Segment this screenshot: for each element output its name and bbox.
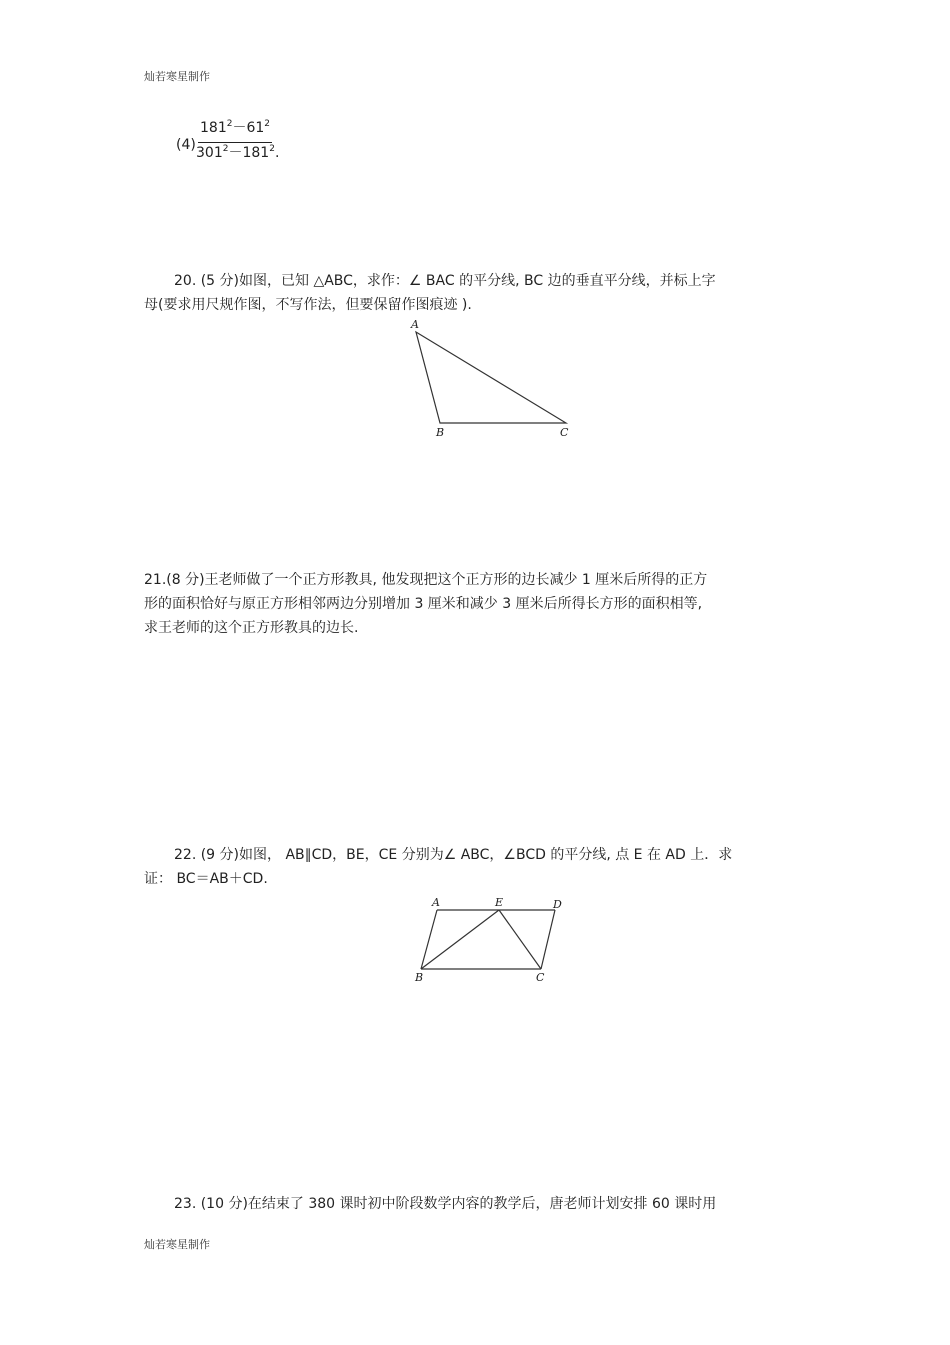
q20-triangle-figure — [400, 312, 590, 442]
numerator-term-b: 61 — [246, 120, 265, 136]
q21-line1: 21.(8 分)王老师做了一个正方形教具, 他发现把这个正方形的边长减少 1 厘米后所得的正方 — [144, 572, 708, 588]
q22-line1: 22. (9 分)如图， AB∥CD，BE，CE 分别为∠ ABC，∠BCD 的平分线, 点 E 在 AD 上．求 — [174, 847, 733, 863]
segment-be — [421, 910, 499, 969]
denominator-operator: － — [228, 145, 243, 161]
page-footer: 灿若寒星制作 — [144, 1238, 210, 1251]
q21-line3: 求王老师的这个正方形教具的边长. — [144, 620, 359, 636]
denominator-term-a: 301 — [196, 145, 223, 161]
segment-ab — [421, 910, 437, 969]
segment-dc — [541, 910, 555, 969]
q19-part4-label: (4) — [176, 137, 196, 153]
q20-line1: 20. (5 分)如图，已知 △ABC，求作：∠ BAC 的平分线, BC 边的垂直平分线，并标上字 — [174, 273, 716, 289]
q22-line2: 证： BC＝AB＋CD. — [144, 871, 268, 887]
q22-parallelogram-figure — [405, 890, 585, 990]
denominator-exponent-a: 2 — [222, 144, 229, 154]
fraction-end-period: . — [274, 145, 280, 161]
q23-line1: 23. (10 分)在结束了 380 课时初中阶段数学内容的教学后，唐老师计划安排 60 课时用 — [174, 1196, 717, 1212]
denominator-term-b: 181 — [242, 145, 270, 161]
vertex-label-e: E — [495, 896, 504, 909]
q21-line2: 形的面积恰好与原正方形相邻两边分别增加 3 厘米和减少 3 厘米后所得长方形的面积相等, — [144, 596, 703, 612]
page-header: 灿若寒星制作 — [144, 70, 210, 83]
vertex-label-c: C — [560, 426, 569, 439]
vertex-label-b: B — [436, 426, 445, 439]
denominator-exponent-b: 2 — [269, 144, 275, 154]
triangle-abc — [416, 332, 566, 423]
numerator-operator: － — [232, 120, 247, 136]
numerator-exponent-b: 2 — [264, 119, 271, 129]
vertex-label-a: A — [411, 318, 419, 331]
fraction-numerator — [200, 118, 270, 140]
vertex-label-c: C — [536, 971, 545, 984]
vertex-label-a: A — [432, 896, 440, 909]
fraction-denominator — [196, 143, 279, 165]
numerator-exponent-a: 2 — [226, 119, 233, 129]
q19-part4-fraction — [176, 118, 296, 168]
vertex-label-d: D — [553, 898, 562, 911]
numerator-term-a: 181 — [200, 120, 227, 136]
q20-line2: 母(要求用尺规作图，不写作法，但要保留作图痕迹 ). — [144, 297, 472, 313]
vertex-label-b: B — [415, 971, 424, 984]
segment-ce — [499, 910, 541, 969]
